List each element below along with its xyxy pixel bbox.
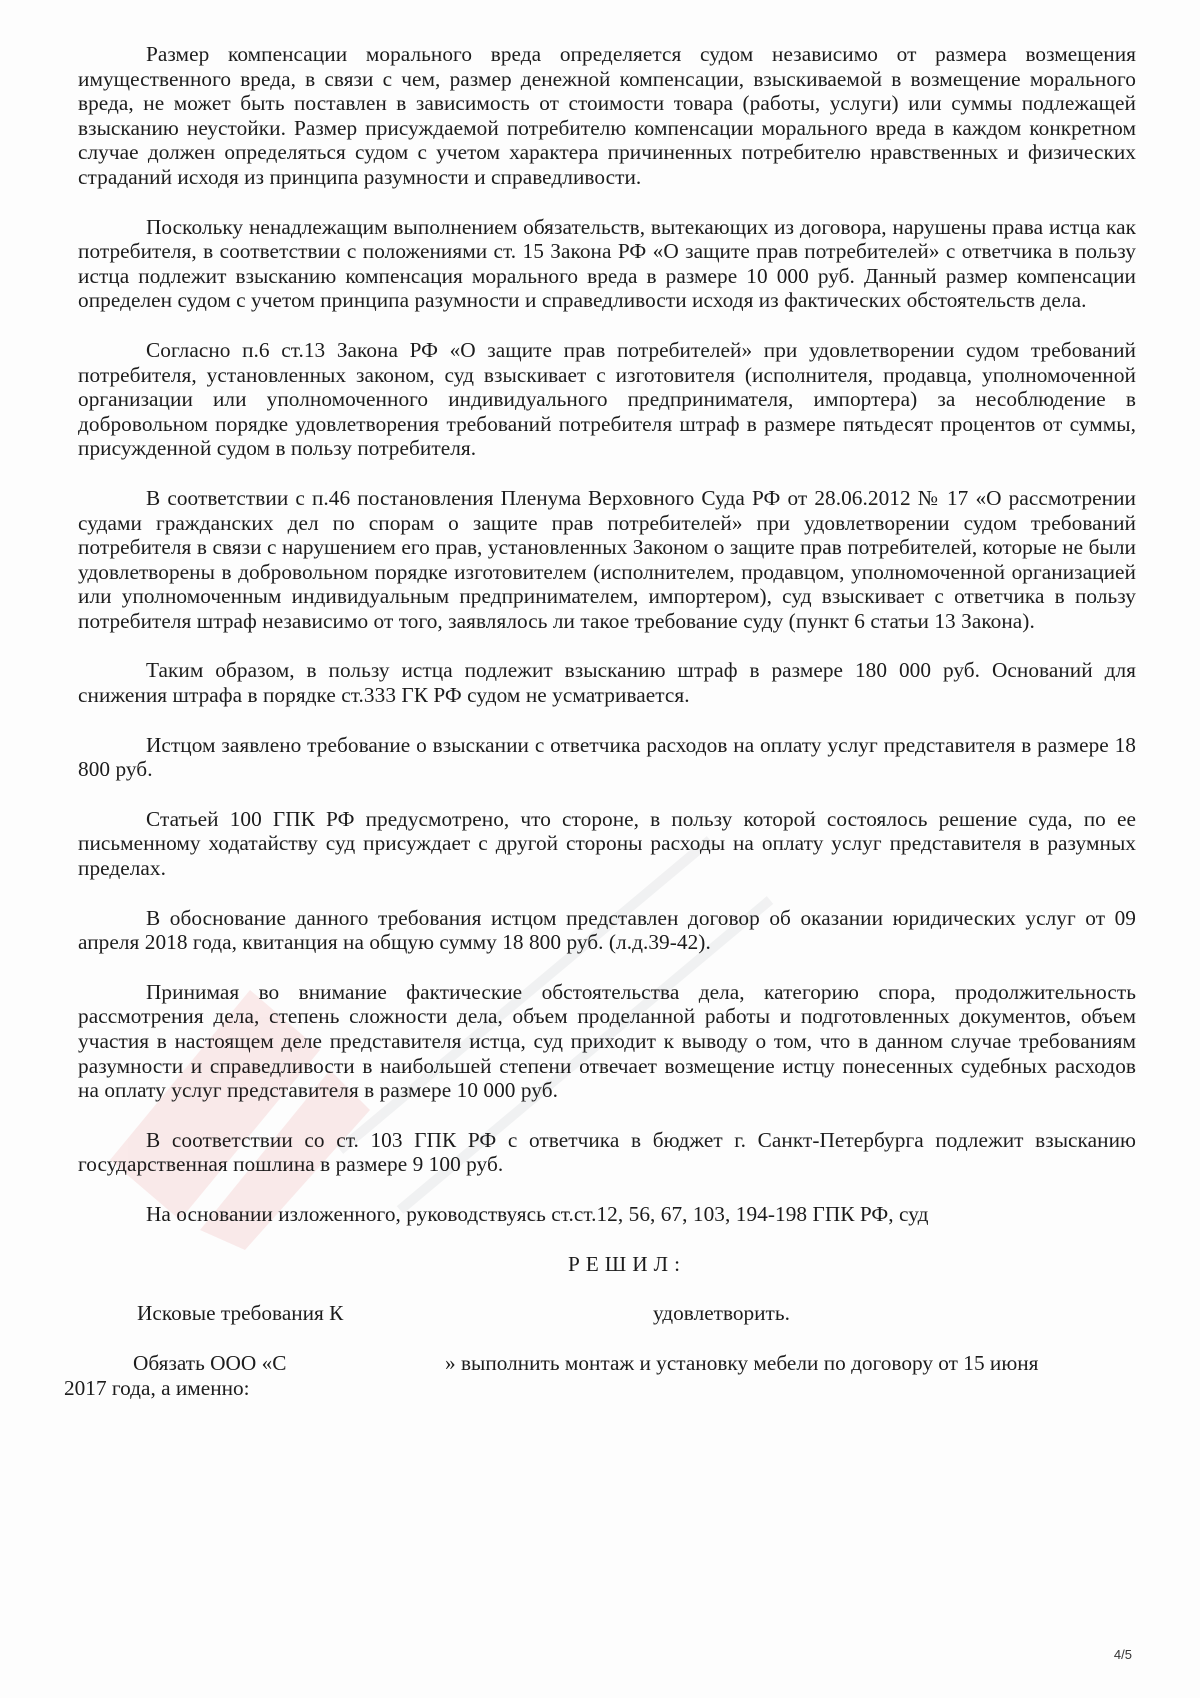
obligation-line [78,1351,1136,1376]
paragraph-article-100: Статьей 100 ГПК РФ предусмотрено, что стороне, в пользу которой состоялось решение суда, по ее письменному ходатайству суд присуждает с другой стороны расходы на оплату услуг представителя в разумных пределах. [78,806,1136,881]
paragraph-fine-law: Согласно п.6 ст.13 Закона РФ «О защите прав потребителей» при удовлетворении судом требований потребителя, установленных законом, суд взыскивает с изготовителя (исполнителя, продавца, уполномоченной организации или уполномоченного индивидуального предпринимателя, импортера) за несоблюдение в добровольном порядке удовлетворения требований потребителя штраф в размере пятьдесят процентов от суммы, присужденной судом в пользу потребителя. [78,337,1136,461]
page-number: 4/5 [1113,1647,1132,1662]
paragraph-fine-amount: Таким образом, в пользу истца подлежит взысканию штраф в размере 180 000 руб. Оснований для снижения штрафа в порядке ст.333 ГК РФ судом не усматривается. [78,658,1136,708]
paragraph-moral-damage: Размер компенсации морального вреда определяется судом независимо от размера возмещения имущественного вреда, в связи с чем, размер денежной компенсации, взыскиваемой в возмещение морального вреда, не может быть поставлен в зависимость от стоимости товара (работы, услуги) или суммы подлежащей взысканию неустойки. Размер присуждаемой потребителю компенсации морального вреда в каждом конкретном случае должен определяться судом с учетом характера причиненных потребителю нравственных и физических страданий исходя из принципа разумности и справедливости. [78,42,1136,189]
claims-line-right: удовлетворить. [653,1301,790,1326]
obligation-line-right: » выполнить монтаж и установку мебели по договору от 15 июня [445,1351,1039,1376]
claims-line-left: Исковые требования К [137,1301,344,1326]
paragraph-state-duty: В соответствии со ст. 103 ГПК РФ с ответчика в бюджет г. Санкт-Петербурга подлежит взысканию государственная пошлина в размере 9 100 руб. [78,1127,1136,1177]
document-body [64,42,1136,1401]
paragraph-plenum: В соответствии с п.46 постановления Пленума Верховного Суда РФ от 28.06.2012 № 17 «О рассмотрении судами гражданских дел по спорам о защите прав потребителей» при удовлетворении судом требований потребителя в связи с нарушением его прав, установленных Законом о защите прав потребителей, которые не были удовлетворены в добровольном порядке изготовителем (исполнителем, продавцом, уполномоченной организацией или уполномоченным индивидуальным предпринимателем, импортером), суд взыскивает с ответчика в пользу потребителя штраф независимо от того, заявлялось ли такое требование суду (пункт 6 статьи 13 Закона). [78,485,1136,633]
paragraph-reasonableness: Принимая во внимание фактические обстоятельства дела, категорию спора, продолжительность рассмотрения дела, степень сложности дела, объем проделанной работы и подготовленных документов, объем участия в настоящем деле представителя истца, суд приходит к выводу о том, что в данном случае требованиям разумности и справедливости в наибольшей степени отвечает возмещение истцу понесенных судебных расходов на оплату услуг представителя в размере 10 000 руб. [78,979,1136,1103]
paragraph-representative-claim: Истцом заявлено требование о взыскании с ответчика расходов на оплату услуг представителя в размере 18 800 руб. [78,732,1136,782]
paragraph-compensation: Поскольку ненадлежащим выполнением обязательств, вытекающих из договора, нарушены права истца как потребителя, в соответствии с положениями ст. 15 Закона РФ «О защите прав потребителей» с ответчика в пользу истца подлежит взысканию компенсация морального вреда в размере 10 000 руб. Данный размер компенсации определен судом с учетом принципа разумности и справедливости исходя из фактических обстоятельств дела. [78,214,1136,313]
obligation-line-left: Обязать ООО «С [133,1351,287,1376]
paragraph-evidence: В обоснование данного требования истцом представлен договор об оказании юридических услуг от 09 апреля 2018 года, квитанция на общую сумму 18 800 руб. (л.д.39-42). [78,905,1136,955]
obligation-continuation-line [64,1376,1136,1401]
claims-line [78,1301,1136,1326]
decision-heading: РЕШИЛ: [567,1251,687,1276]
paragraph-basis: На основании изложенного, руководствуясь ст.ст.12, 56, 67, 103, 194-198 ГПК РФ, суд [146,1201,929,1226]
obligation-line-continuation: 2017 года, а именно: [64,1376,250,1401]
